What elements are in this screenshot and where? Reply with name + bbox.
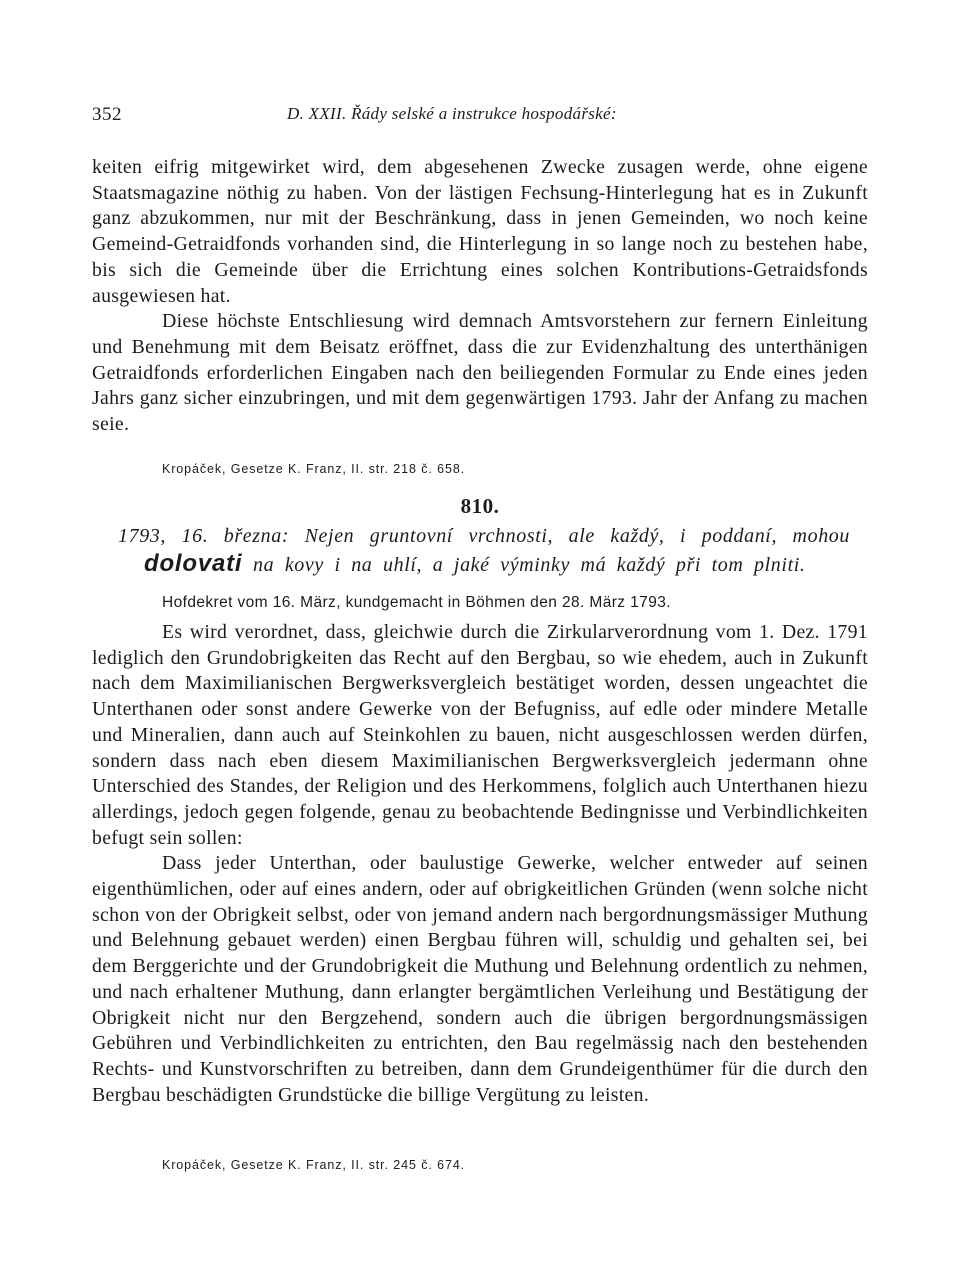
decree-paragraph-1: Es wird verordnet, dass, gleichwie durch die Zirkularverordnung vom 1. Dez. 1791 lediglich den Grundobrigkeiten das Recht auf den Bergbau, so wie ehedem, auch in Zukunft nach dem Maximilianischen Bergwerksvergleich bestätiget worden, dessen ungeachtet die Unterthanen oder sonst andere Gewerke von der Befugniss, auf edle oder mindere Metalle und Mineralien, dann auch auf Steinkohlen zu bauen, nicht ausgeschlossen werden dürfen, sondern dass nach eben diesem Maximilianischen Bergwerksvergleich jedermann ohne Unterschied des Standes, der Religion und des Herkommens, folglich auch Unterthanen hiezu allerdings, jedoch gegen folgende, genau zu beobachtende Bedingnisse und Verbindlichkeiten befugt sein sollen: (92, 621, 868, 849)
continued-paragraph: keiten eifrig mitgewirket wird, dem abgesehenen Zwecke zusagen werde, ohne eigene Staatsmagazine nöthig zu haben. Von der lästigen Fechsung-Hinterlegung hat es in Zukunft ganz abzukommen, nur mit der Beschränkung, dass in jenen Gemeinden, wo noch keine Gemeind-Getraidfonds vorhanden sind, die Hinterlegung in so lange noch zu bestehen habe, bis sich die Gemeinde über die Errichtung eines solchen Kontributions-Getraidsfonds ausgewiesen hat. (92, 156, 868, 307)
decree-title: Hofdekret vom 16. März, kundgemacht in Böhmen den 28. März 1793. (162, 594, 671, 611)
heading-line-2-rest: na kovy i na uhlí, a jaké výminky má každý při tom plniti. (253, 554, 806, 576)
source-citation-658: Kropáček, Gesetze K. Franz, II. str. 218 č. 658. (162, 462, 466, 476)
heading-bold-word: dolovati (144, 550, 243, 577)
page-header (92, 104, 872, 134)
document-number: 810. (460, 494, 500, 518)
source-citation-674: Kropáček, Gesetze K. Franz, II. str. 245 č. 674. (162, 1158, 466, 1172)
decree-text-section (92, 620, 868, 1108)
heading-line-2 (110, 550, 850, 579)
heading-line-1: 1793, 16. března: Nejen gruntovní vrchnosti, ale každý, i poddaní, mohou (118, 525, 850, 547)
continued-text-section (92, 155, 868, 438)
decree-paragraph-2: Dass jeder Unterthan, oder baulustige Gewerke, welcher entweder auf seinen eigenthümlichen, oder auf eines andern, oder auf obrigkeitlichen Gründen (wenn solche nicht schon von der Obrigkeit selbst, oder von jemand andern nach bergordnungsmässiger Muthung und Belehnung gebauet werden) einen Bergbau führen will, schuldig und gehalten sei, bei dem Berggerichte und der Grundobrigkeit die Muthung und Belehnung ordentlich zu nehmen, und nach erhaltener Muthung, dann erlangter bergämtlichen Verleihung und Bestätigung der Obrigkeit nicht nur den Bergzehend, sondern auch die übrigen bergordnungsmässigen Gebühren und Verbindlichkeiten zu entrichten, den Bau regelmässig nach den bestehenden Rechts- und Kunstvorschriften zu betreiben, dann dem Grundeigenthümer für die durch den Bergbau beschädigten Grundstücke die billige Vergütung zu leisten. (92, 852, 868, 1106)
page-number: 352 (92, 104, 122, 125)
resolution-paragraph: Diese höchste Entschliesung wird demnach Amtsvorstehern zur fernern Einleitung und Benehmung mit dem Beisatz eröffnet, dass die zur Evidenzhaltung des unterthänigen Getraidfonds erforderlichen Eingaben nach den beiliegenden Formular zu Ende eines jeden Jahrs ganz sicher einzubringen, und mit dem gegenwärtigen 1793. Jahr der Anfang zu machen seie. (92, 310, 868, 436)
running-head: D. XXII. Řády selské a instrukce hospodářské: (287, 104, 617, 123)
document-heading (110, 522, 850, 579)
